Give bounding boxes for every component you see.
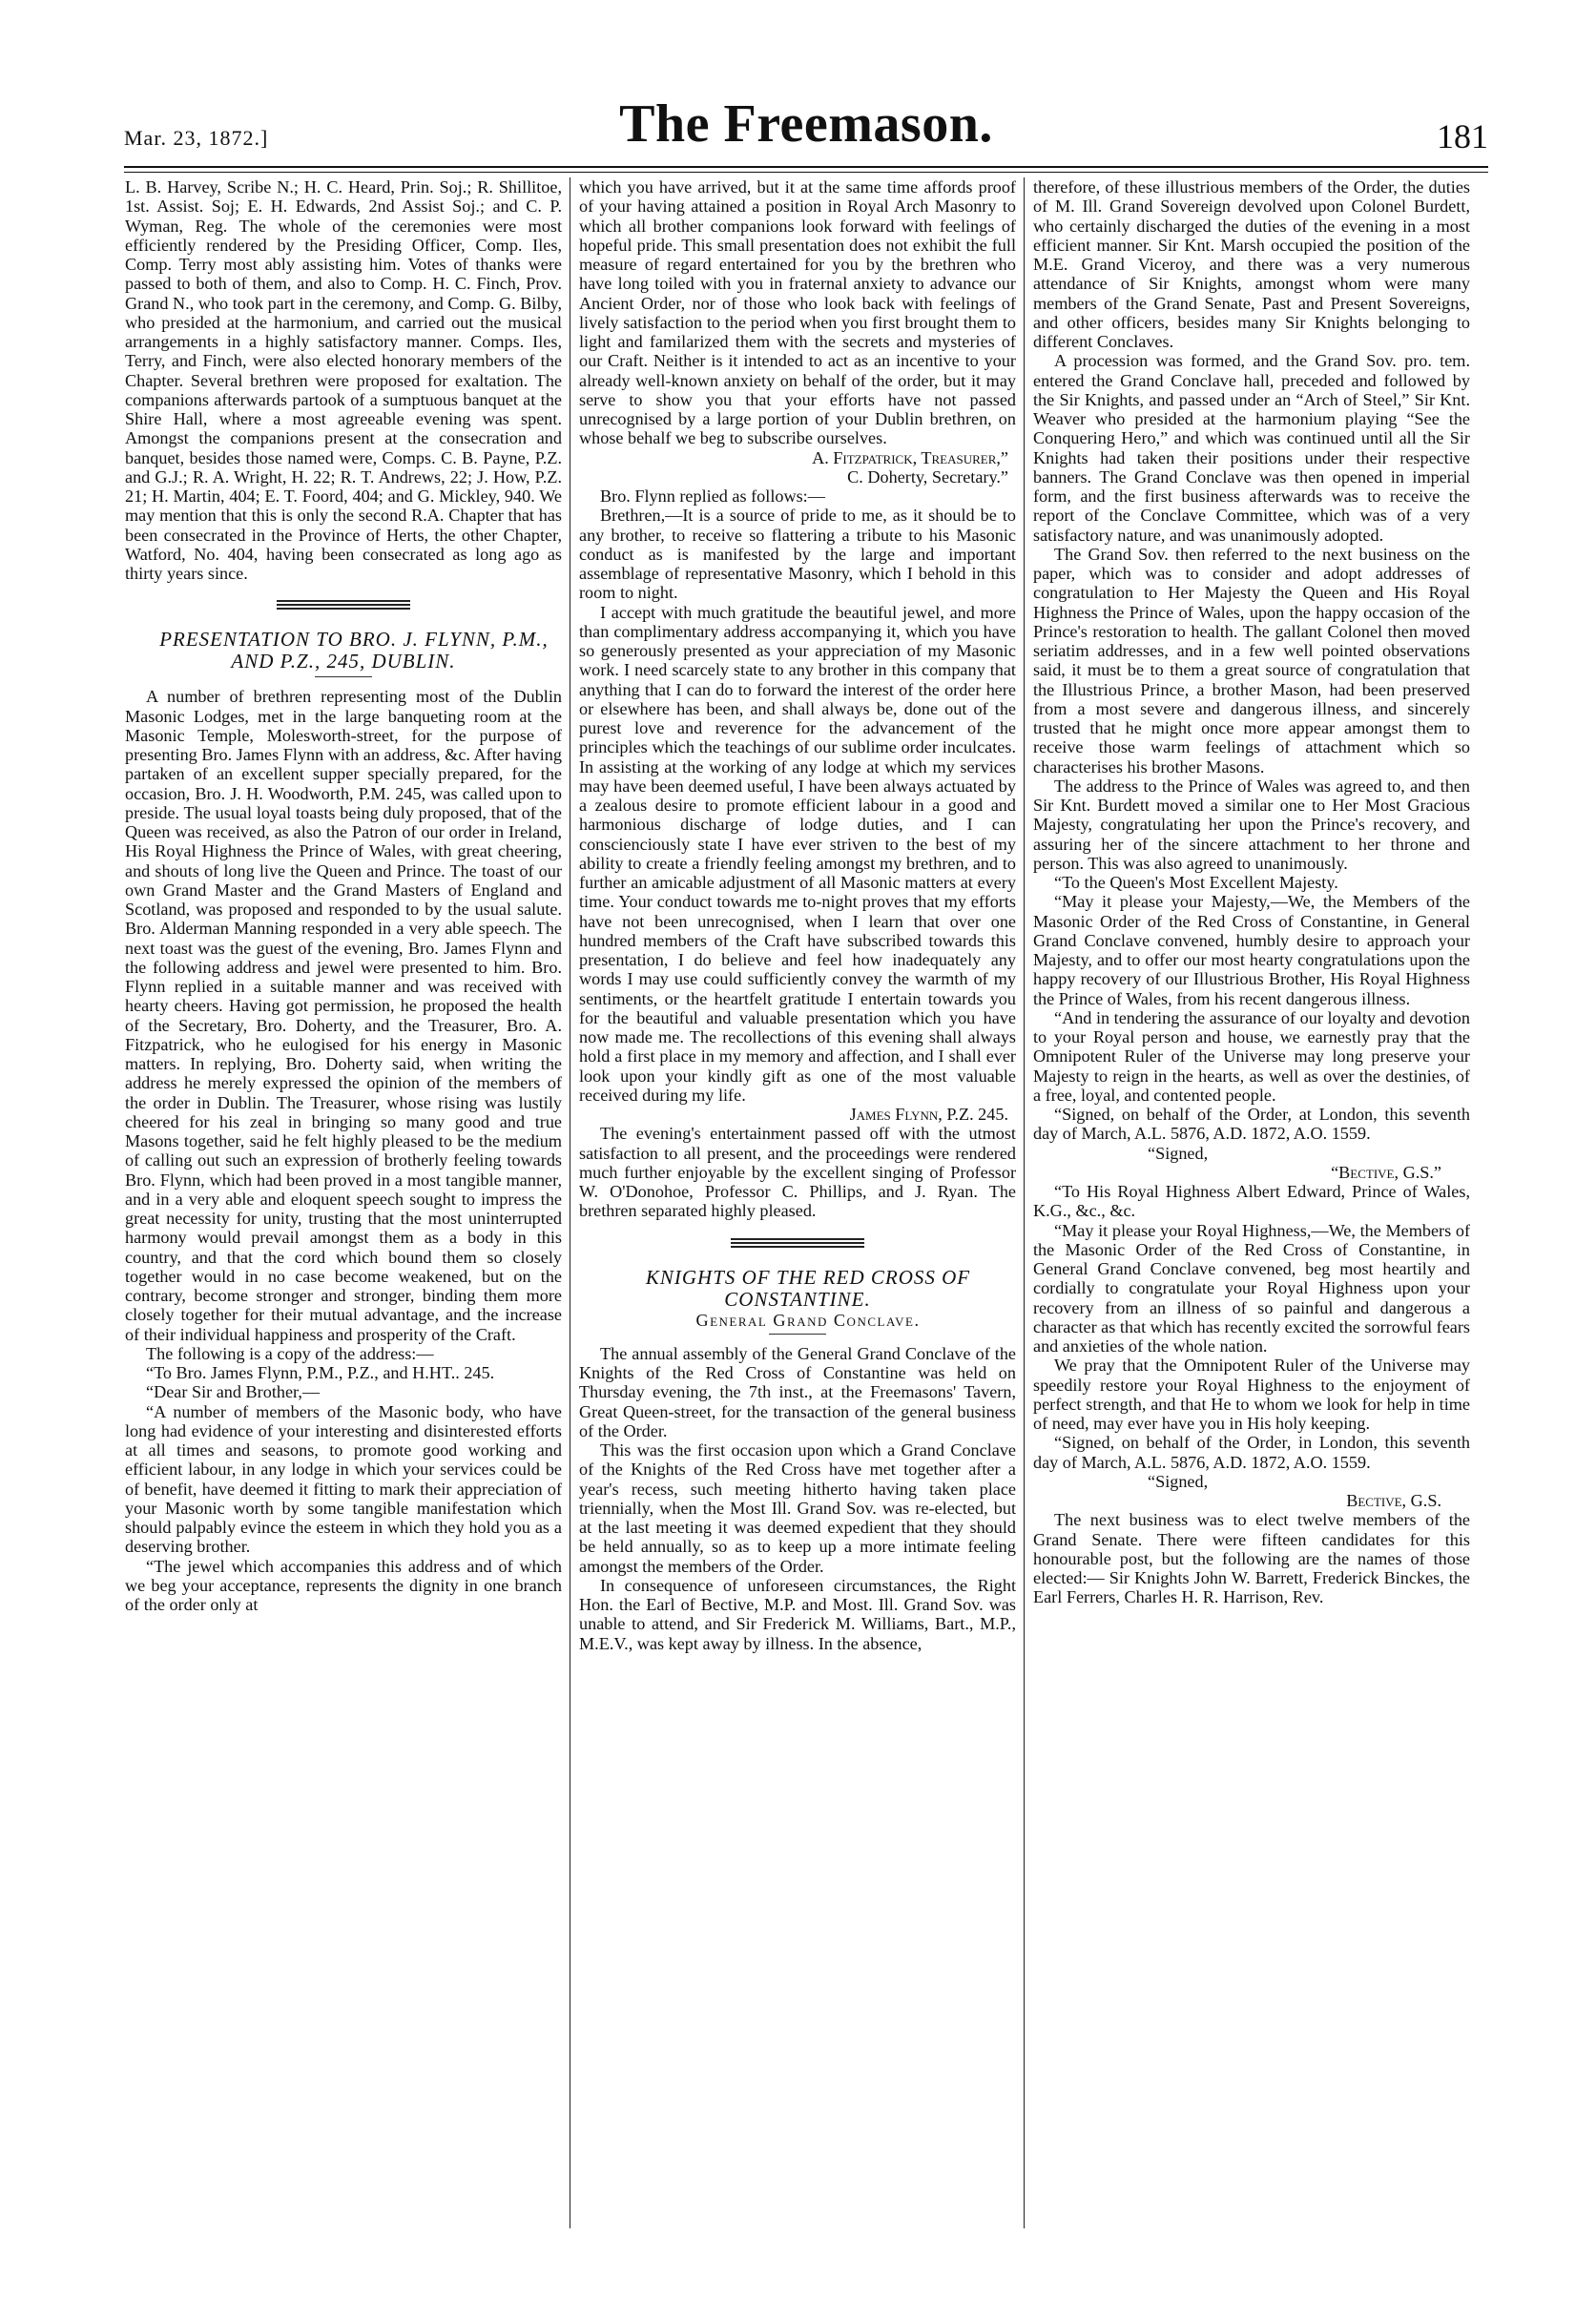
article-paragraph: This was the first occasion upon which a Grand Conclave of the Knights of the Red Cross have met together after a year's recess, such meeting hitherto having taken place triennially, when the Most Ill. Grand Sov. was re-elected, but at the last meeting it was deemed expedient that they should be held annually, so as to keep up a more intimate feeling amongst the members of the Order. bbox=[579, 1440, 1016, 1576]
article-subheading: General Grand Conclave. bbox=[695, 1310, 921, 1330]
article-paragraph: “And in tendering the assurance of our loyalty and devotion to your Royal person and house, we earnestly pray that the Omnipotent Ruler of the Universe may long preserve your Majesty to reign in the hearts, as well as over the destinies, of a free, loyal, and contented people. bbox=[1033, 1007, 1470, 1105]
article-paragraph: The address to the Prince of Wales was agreed to, and then Sir Knt. Burdett moved a similar one to Her Most Gracious Majesty, congratulating her upon the Prince's recovery, and assuring her of the sincere attachment to her throne and person. This was also agreed to unanimously. bbox=[1033, 776, 1470, 873]
article-paragraph: L. B. Harvey, Scribe N.; H. C. Heard, Prin. Soj.; R. Shillitoe, 1st. Assist. Soj; E. H. Edwards, 2nd Assist Soj.; and C. P. Wyman, Reg. The whole of the ceremonies were most efficiently rendered by the Presiding Officer, Comp. Iles, Comp. Terry most ably assisting him. Votes of thanks were passed to both of them, and also to Comp. H. C. Finch, Prov. Grand N., who took part in the ceremony, and Comp. G. Bilby, who presided at the harmonium, and carried out the musical arrangements in a highly satisfactory manner. Comps. Iles, Terry, and Finch, were also elected honorary members of the Chapter. Several brethren were proposed for exaltation. The companions afterwards partook of a sumptuous banquet at the Shire Hall, where a most agreeable evening was spent. Amongst the companions present at the consecration and banquet, besides those named were, Comps. C. B. Payne, P.Z. and G.J.; R. A. Wright, H. 22; R. T. Andrews, 22; J. How, P.Z. 21; H. Martin, 404; E. T. Foord, 404; and G. Mickley, 940. We may mention that this is only the second R.A. Chapter that has been consecrated in the Province of Herts, the other Chapter, Watford, No. 404, having been consecrated as long ago as thirty years since. bbox=[125, 177, 562, 583]
address-line: “To Bro. James Flynn, P.M., P.Z., and H.HT.. 245. bbox=[146, 1363, 495, 1382]
article-paragraph: Bro. Flynn replied as follows:— bbox=[600, 487, 825, 506]
masthead bbox=[124, 93, 1488, 160]
article-paragraph: In consequence of unforeseen circumstances, the Right Hon. the Earl of Bective, M.P. and Most. Ill. Grand Sov. was unable to attend, and Sir Frederick M. Williams, Bart., M.P., M.E.V., was kept away by illness. In the absence, bbox=[579, 1575, 1016, 1653]
article-heading: PRESENTATION TO BRO. J. FLYNN, P.M., AND P.Z., 245, DUBLIN. bbox=[159, 628, 549, 673]
signature-line: A. Fitzpatrick, Treasurer,” bbox=[812, 447, 1008, 467]
signed-line: “Signed, bbox=[1148, 1143, 1209, 1163]
address-title: “To the Queen's Most Excellent Majesty. bbox=[1054, 873, 1338, 892]
column-3 bbox=[1033, 177, 1470, 2228]
section-ornament bbox=[272, 596, 415, 613]
address-salutation: “Dear Sir and Brother,— bbox=[146, 1382, 321, 1402]
article-paragraph: The evening's entertainment passed off with the utmost satisfaction to all present, and the proceedings were rendered much further enjoyable by the excellent singing of Professor W. O'Donohoe, Professor C. Phillips, and J. Ryan. The brethren separated highly pleased. bbox=[579, 1124, 1016, 1221]
article-paragraph: Brethren,—It is a source of pride to me, as it should be to any brother, to receive so flattering a tribute to his Masonic conduct as is manifested by the large and important assemblage of representative Masonry, which I behold in this room to night. bbox=[579, 506, 1016, 603]
article-paragraph: A number of brethren representing most of the Dublin Masonic Lodges, met in the large banqueting room at the Masonic Temple, Molesworth-street, for the purpose of presenting Bro. James Flynn with an address, &c. After having partaken of an excellent supper specially prepared, for the occasion, Bro. J. H. Woodworth, P.M. 245, was called upon to preside. The usual loyal toasts being duly proposed, that of the Queen was received, as also the Patron of our order in Ireland, His Royal Highness the Prince of Wales, with great cheering, and shouts of long live the Queen and Prince. The toast of our own Grand Master and the Grand Masters of England and Scotland, was proposed and responded to by the usual salute. Bro. Alderman Manning responded in a very able speech. The next toast was the guest of the evening, Bro. James Flynn and the following address and jewel were presented to him. Bro. Flynn replied in a suitable manner and was received with hearty cheers. Having got permission, he proposed the health of the Secretary, Bro. Doherty, and the Treasurer, Bro. A. Fitzpatrick, who he eulogised for his energy in Masonic matters. In replying, Bro. Doherty said, when writing the address he merely expressed the opinion of the members of the order in Dublin. The Treasurer, whose rising was lustily cheered for his zeal in bringing so many good and true Masons together, said he felt highly pleased to be the medium of calling out such an expression of brotherly feeling towards Bro. Flynn, which had been proved in a most tangible manner, and in a very able and eloquent speech sought to impress the great necessity for unity, trusting that the most uninterrupted harmony would prevail amongst them as a body in this country, and that the cord which bound them so closely together would in no case become weakened, but on the contrary, become stronger and stronger, binding them more closely together for their mutual advantage, and the increase of their individual happiness and prosperity of the Craft. bbox=[125, 687, 562, 1344]
column-1 bbox=[125, 177, 562, 2228]
issue-date: Mar. 23, 1872.] bbox=[124, 126, 269, 150]
article-paragraph: The next business was to elect twelve members of the Grand Senate. There were fifteen candidates for this honourable post, but the following are the names of those elected:— Sir Knights John W. Barrett, Frederick Binckes, the Earl Ferrers, Charles H. R. Harrison, Rev. bbox=[1033, 1510, 1470, 1607]
masthead-rule-thin bbox=[124, 172, 1488, 173]
article-paragraph: “May it please your Royal Highness,—We, the Members of the Masonic Order of the Red Cross of Constantine, in General Grand Conclave convened, beg most heartily and cordially to congratulate your Royal Highness upon your recovery from an illness of so painful and dangerous a character as that which has recently excited the sorrowful fears and anxieties of the whole nation. bbox=[1033, 1220, 1470, 1356]
heading-rule bbox=[769, 1334, 826, 1335]
signature-line: James Flynn, P.Z. 245. bbox=[849, 1105, 1008, 1124]
article-paragraph: “May it please your Majesty,—We, the Members of the Masonic Order of the Red Cross of Constantine, in General Grand Conclave convened, humbly desire to approach your Majesty, and to offer our most hearty congratulations upon the happy recovery of our Illustrious Brother, His Royal Highness the Prince of Wales, from his recent dangerous illness. bbox=[1033, 892, 1470, 1008]
signature-line: “Bective, G.S.” bbox=[1331, 1162, 1441, 1182]
article-paragraph: “Signed, on behalf of the Order, in London, this seventh day of March, A.L. 5876, A.D. 1872, A.O. 1559. bbox=[1033, 1433, 1470, 1472]
article-paragraph: The annual assembly of the General Grand Conclave of the Knights of the Red Cross of Constantine was held on Thursday evening, the 7th inst., at the Freemasons' Tavern, Great Queen-street, for the transaction of the general business of the Order. bbox=[579, 1343, 1016, 1440]
article-paragraph: which you have arrived, but it at the same time affords proof of your having attained a position in Royal Arch Masonry to which all brother companions look forward with feelings of hopeful pride. This small presentation does not exhibit the full measure of regard entertained for you by the brethren who have long toiled with you in fraternal anxiety to advance our Ancient Order, nor of those who look back with feelings of lively satisfaction to the period when you first brought them to light and familarized them with the secrets and mysteries of our Craft. Neither is it intended to act as an incentive to your already well-known anxiety on behalf of the order, but it may serve to show you that your efforts have not passed unrecognised by a large portion of your Dublin brethren, on whose behalf we beg to subscribe ourselves. bbox=[579, 177, 1016, 448]
page-number: 181 bbox=[1437, 117, 1488, 155]
article-paragraph: “A number of members of the Masonic body, who have long had evidence of your interesting and disinterested efforts at all times and seasons, to promote good working and efficient labour, in any lodge in which your services could be of benefit, have deemed it fitting to mark their appreciation of your Masonic worth by some tangible manifestation which should palpably evince the esteem in which they hold you as a deserving brother. bbox=[125, 1401, 562, 1557]
address-title: “To His Royal Highness Albert Edward, Prince of Wales, K.G., &c., &c. bbox=[1033, 1182, 1470, 1221]
article-paragraph: “The jewel which accompanies this address and of which we beg your acceptance, represents the dignity in one branch of the order only at bbox=[125, 1556, 562, 1614]
heading-rule bbox=[315, 676, 372, 677]
column-2 bbox=[579, 177, 1016, 2228]
article-paragraph: We pray that the Omnipotent Ruler of the Universe may speedily restore your Royal Highness to the enjoyment of perfect strength, and that He to whom we look for help in time of need, may ever have you in His holy keeping. bbox=[1033, 1356, 1470, 1433]
signed-line: “Signed, bbox=[1148, 1471, 1209, 1491]
article-paragraph: The Grand Sov. then referred to the next business on the paper, which was to consider and adopt addresses of congratulation to Her Majesty the Queen and His Royal Highness the Prince of Wales, upon the happy occasion of the Prince's restoration to health. The gallant Colonel then moved seriatim addresses, and in a few well pointed observations said, it must be to them a great source of congratulation that the Illustrious Prince, a brother Mason, had been preserved from a most severe and dangerous illness, and sincerely trusted that he might once more appear amongst them to receive those warm feelings of attachment which so characterises his brother Masons. bbox=[1033, 544, 1470, 776]
section-ornament bbox=[726, 1234, 869, 1252]
column-divider bbox=[1024, 177, 1025, 2228]
article-paragraph: “Signed, on behalf of the Order, at London, this seventh day of March, A.L. 5876, A.D. 1872, A.O. 1559. bbox=[1033, 1105, 1470, 1144]
signature-line: Bective, G.S. bbox=[1346, 1491, 1441, 1510]
article-paragraph: A procession was formed, and the Grand Sov. pro. tem. entered the Grand Conclave hall, preceded and followed by the Sir Knights, and passed under an “Arch of Steel,” Sir Knt. Weaver who presided at the harmonium playing “See the Conquering Hero,” and which was continued until all the Sir Knights had taken their positions under their respective banners. The Grand Conclave was then opened in imperial form, and the first business afterwards was to receive the report of the Conclave Committee, which was of a very satisfactory nature, and was unanimously adopted. bbox=[1033, 351, 1470, 545]
article-heading: KNIGHTS OF THE RED CROSS OF CONSTANTINE. bbox=[645, 1265, 971, 1311]
article-paragraph: I accept with much gratitude the beautiful jewel, and more than complimentary address accompanying it, which you have so generously presented as your appreciation of my Masonic work. I need scarcely state to any brother in this company that anything that I can do to forward the interest of the order here or elsewhere has been, and shall always be, done out of the purest love and reverence for the advancement of the principles which the teachings of our sublime order inculcates. In assisting at the working of any lodge at which my services may have been deemed useful, I have been always actuated by a zealous desire to promote efficient labour in a good and harmonious discharge of lodge duties, and I can conscienciously state I have ever striven to the best of my ability to create a friendly feeling amongst my brethren, and to further an amicable adjustment of all Masonic matters at every time. Your conduct towards me to-night proves that my efforts have not been unrecognised, when I learn that over one hundred members of the Craft have subscribed towards this presentation, I do believe and feel how inadequately any words I may use could sufficiently convey the warmth of my sentiments, or the heartfelt gratitude I entertain towards you for the beautiful and valuable presentation which you have now made me. The recollections of this evening shall always hold a first place in my memory and affection, and I shall ever look upon your kindly gift as one of the most valuable received during my life. bbox=[579, 602, 1016, 1105]
masthead-rule bbox=[124, 166, 1488, 168]
signature-line: C. Doherty, Secretary.” bbox=[847, 466, 1008, 487]
article-paragraph: therefore, of these illustrious members of the Order, the duties of M. Ill. Grand Sovereign devolved upon Colonel Burdett, who certainly discharged the duties of the evening in a most efficient manner. Sir Knt. Marsh occupied the position of the M.E. Grand Viceroy, and there was a very numerous attendance of Sir Knights, amongst whom were many members of the Grand Senate, Past and Present Sovereigns, and other officers, besides many Sir Knights belonging to different Conclaves. bbox=[1033, 177, 1470, 351]
newspaper-title: The Freemason. bbox=[619, 94, 993, 154]
article-paragraph: The following is a copy of the address:— bbox=[146, 1343, 434, 1363]
